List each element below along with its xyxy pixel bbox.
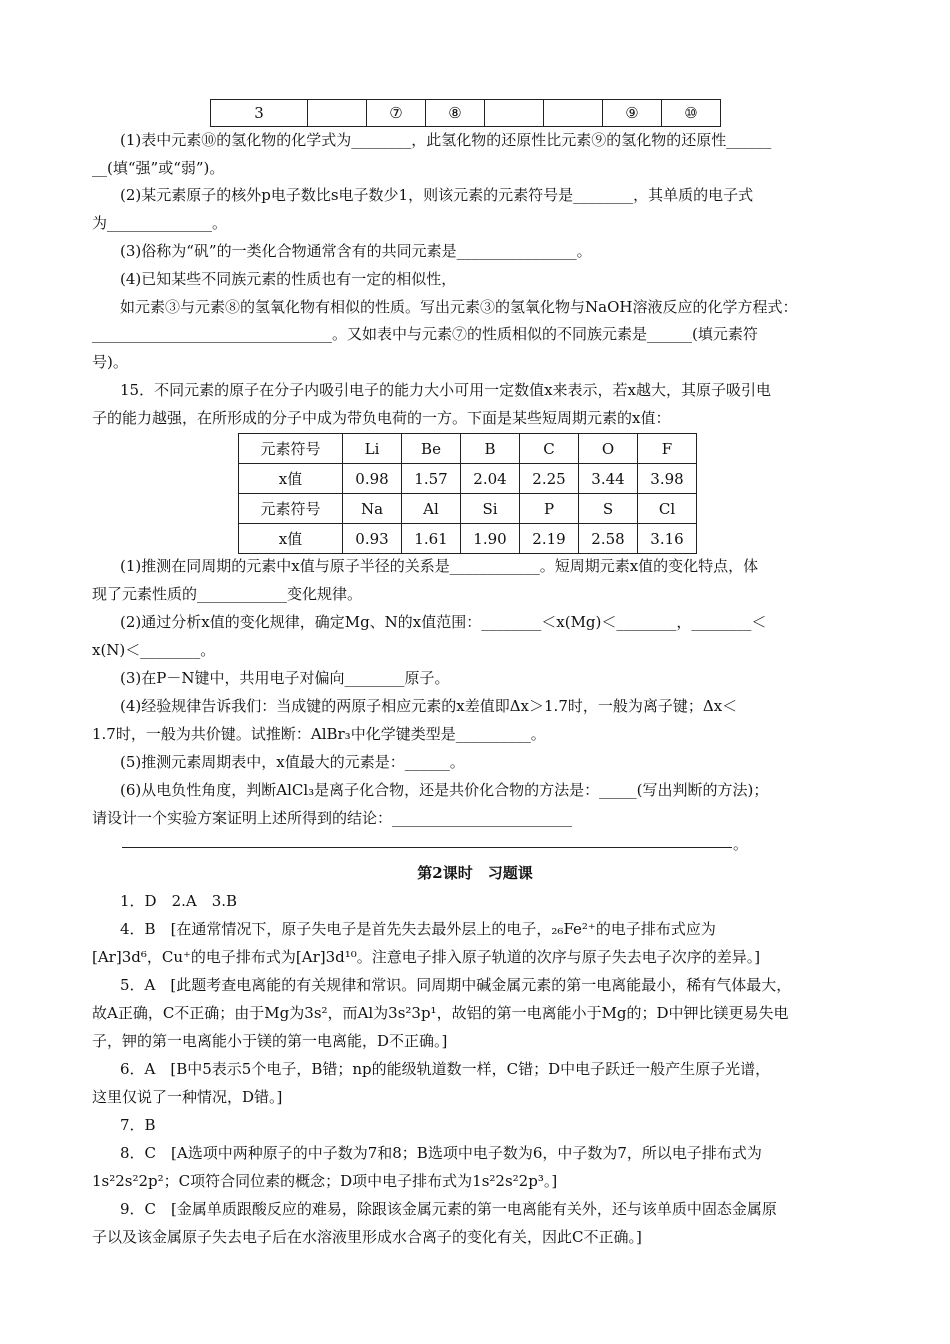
table-cell: 1.57 [402,464,461,494]
table-row [239,524,697,554]
q15-line: 。 [733,835,749,853]
answer-line: 故A正确，C不正确；由于Mg为3s²，而Al为3s²3p¹，故铝的第一电离能小于Mg的；D中钾比镁更易失电 [92,1004,789,1022]
answer-line: 6．A [B中5表示5个电子，B错；np的能级轨道数一样，C错；D中电子跃迁一般产生原子光谱， [120,1060,771,1078]
answer-line: 4．B [在通常情况下，原子失电子是首先失去最外层上的电子，₂₆Fe²⁺的电子排布式应为 [120,920,716,938]
table-cell: O [579,434,638,464]
answer-underline [122,847,732,848]
table-cell: 1.90 [461,524,520,554]
table-cell: ⑩ [662,100,721,127]
table-cell: 3.98 [638,464,697,494]
answer-line: [Ar]3d⁶，Cu⁺的电子排布式为[Ar]3d¹⁰。注意电子排入原子轨道的次序与原子失去电子次序的差异。] [92,948,761,966]
answer-line: 1s²2s²2p²；C项符合同位素的概念；D项中电子排布式为1s²2s²2p³。] [92,1172,558,1190]
table-row [239,494,697,524]
table-cell: 1.61 [402,524,461,554]
section-heading: 第2课时 习题课 [417,864,533,882]
q14-line: __(填“强”或“弱”)。 [92,159,225,177]
table-cell: 2.04 [461,464,520,494]
table-cell: Na [343,494,402,524]
answer-line: 7．B [120,1116,156,1134]
table-cell: F [638,434,697,464]
q15-line: (6)从电负性角度，判断AlCl₃是离子化合物，还是共价化合物的方法是：_____(写出判断的方法)； [120,781,769,799]
q14-line: (3)俗称为“矾”的一类化合物通常含有的共同元素是________________。 [120,242,592,260]
q15-line: (5)推测元素周期表中，x值最大的元素是：______。 [120,753,465,771]
table-cell [308,100,367,127]
table-cell: 0.93 [343,524,402,554]
answer-line: 8．C [A选项中两种原子的中子数为7和8；B选项中电子数为6，中子数为7，所以电子排布式为 [120,1144,762,1162]
answer-line: 子，钾的第一电离能小于镁的第一电离能，D不正确。] [92,1032,448,1050]
table-cell: C [520,434,579,464]
table-row [211,100,721,127]
table-cell: P [520,494,579,524]
q15-line: 请设计一个实验方案证明上述所得到的结论：________________________ [92,809,573,827]
table-cell: 3.44 [579,464,638,494]
answer-line: 1．D 2.A 3.B [120,892,238,910]
q14-line: 如元素③与元素⑧的氢氧化物有相似的性质。写出元素③的氢氧化物与NaOH溶液反应的化学方程式： [120,298,798,316]
q14-line: (4)已知某些不同族元素的性质也有一定的相似性， [120,270,457,288]
q14-line: 为______________。 [92,214,228,232]
table-cell: Al [402,494,461,524]
answer-line: 这里仅说了一种情况，D错。] [92,1088,283,1106]
table-row [239,434,697,464]
table-cell: 0.98 [343,464,402,494]
table-cell: Si [461,494,520,524]
q14-line: 号)。 [92,353,128,371]
table-cell: Be [402,434,461,464]
q15-line: 子的能力越强，在所形成的分子中成为带负电荷的一方。下面是某些短周期元素的x值： [92,409,671,427]
table-cell: 3 [211,100,308,127]
table-cell: 2.25 [520,464,579,494]
table-cell: x值 [239,524,343,554]
table-cell: 3.16 [638,524,697,554]
table-cell: Li [343,434,402,464]
q14-line: (2)某元素原子的核外p电子数比s电子数少1，则该元素的元素符号是________，其单质的电子式 [120,186,754,204]
table-cell: B [461,434,520,464]
table-cell: ⑦ [367,100,426,127]
q15-line: 15．不同元素的原子在分子内吸引电子的能力大小可用一定数值x来表示，若x越大，其原子吸引电 [120,381,772,399]
answer-line: 9．C [金属单质跟酸反应的难易，除跟该金属元素的第一电离能有关外，还与该单质中固态金属原 [120,1200,777,1218]
table-cell: 元素符号 [239,434,343,464]
table-cell [544,100,603,127]
table-cell: ⑨ [603,100,662,127]
table-cell [485,100,544,127]
table-cell: 2.58 [579,524,638,554]
q15-line: 1.7时，一般为共价键。试推断：AlBr₃中化学键类型是__________。 [92,725,546,743]
table-cell: Cl [638,494,697,524]
q15-line: 现了元素性质的____________变化规律。 [92,585,363,603]
q15-line: (1)推测在同周期的元素中x值与原子半径的关系是____________。短周期元素x值的变化特点，体 [120,557,759,575]
table-cell: 元素符号 [239,494,343,524]
table-row [239,464,697,494]
table-cell: x值 [239,464,343,494]
answer-line: 5．A [此题考查电离能的有关规律和常识。同周期中碱金属元素的第一电离能最小，稀有气体最大， [120,976,792,994]
q14-line: (1)表中元素⑩的氢化物的化学式为________，此氢化物的还原性比元素⑨的氢化物的还原性______ [120,131,772,149]
periodic-table-fragment [210,99,721,127]
answer-line: 子以及该金属原子失去电子后在水溶液里形成水合离子的变化有关，因此C不正确。] [92,1228,642,1246]
q15-line: x(N)＜________。 [92,641,216,659]
q15-line: (3)在P－N键中，共用电子对偏向________原子。 [120,669,450,687]
table-cell: 2.19 [520,524,579,554]
table-cell: S [579,494,638,524]
q15-line: (2)通过分析x值的变化规律，确定Mg、N的x值范围：________＜x(Mg)＜________，________＜ [120,613,767,631]
x-value-table [238,433,697,554]
table-cell: ⑧ [426,100,485,127]
q14-line: ________________________________。又如表中与元素⑦的性质相似的不同族元素是______(填元素符 [92,325,758,343]
q15-line: (4)经验规律告诉我们：当成键的两原子相应元素的x差值即Δx＞1.7时，一般为离子键；Δx＜ [120,697,738,715]
